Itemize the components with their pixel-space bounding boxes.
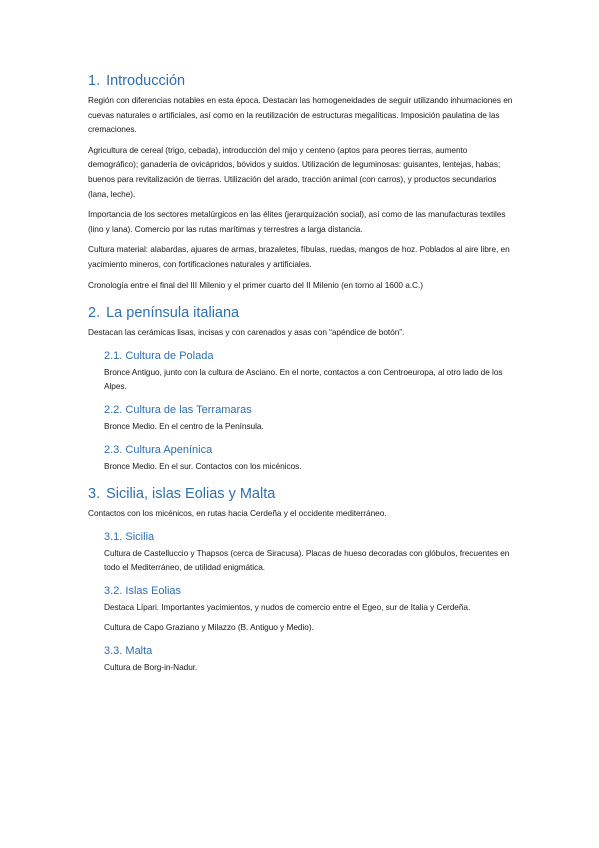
paragraph: Importancia de los sectores metalúrgicos en las élites (jerarquización social), así como de las manufacturas textiles (lino y lana). Comercio por las rutas marítimas y terrestres a larga distancia. — [88, 209, 506, 234]
subsection-text: Destaca Lípari. Importantes yacimientos, y nudos de comercio entre el Egeo, sur de Italia y Cerdeña. — [104, 601, 471, 612]
subsection-heading: 3.3. Malta — [104, 645, 153, 658]
section-number: 1. — [88, 73, 101, 89]
section-heading-sicilia — [88, 485, 516, 503]
subsection-text: Cultura de Castelluccio y Thapsos (cerca de Siracusa). Placas de hueso decoradas con glóbulos, frecuentes en todo el Mediterráneo, de utilidad enigmática. — [104, 547, 510, 573]
subsection-heading: 2.2. Cultura de las Terramaras — [104, 403, 252, 416]
section-intro: Contactos con los micénicos, en rutas hacia Cerdeña y el occidente mediterráneo. — [88, 508, 387, 519]
section-intro: Destacan las cerámicas lisas, incisas y con carenados y asas con “apéndice de botón”. — [88, 327, 405, 338]
section-title: La península italiana — [106, 305, 240, 322]
subsection-heading: 3.2. Islas Eolias — [104, 584, 182, 597]
section-number: 3. — [88, 486, 101, 503]
section-number: 2. — [88, 305, 101, 322]
subsection-heading: 2.3. Cultura Apenínica — [104, 443, 213, 456]
subsection-text: Bronce Medio. En el sur. Contactos con los micénicos. — [104, 460, 302, 471]
paragraph: Cronología entre el final del III Milenio y el primer cuarto del II Milenio (en torno al 1600 a.C.) — [88, 279, 423, 290]
paragraph: Región con diferencias notables en esta época. Destacan las homogeneidades de seguir utilizando inhumaciones en cuevas naturales o artificiales, así como en la reutilización de estructuras megalíticas. Imposición paulatina de las cremaciones. — [88, 95, 513, 135]
section-heading-introduccion — [88, 72, 516, 90]
section-heading-peninsula-italiana — [88, 304, 516, 322]
subsection-text: Bronce Antiguo, junto con la cultura de Asciano. En el norte, contactos a con Centroeuropa, al otro lado de los Alpes. — [104, 366, 503, 392]
paragraph: Cultura material: alabardas, ajuares de armas, brazaletes, fíbulas, ruedas, mangos de hoz. Poblados al aire libre, en yacimiento mineros, con fortificaciones naturales y artificiales. — [88, 244, 510, 269]
paragraph: Agricultura de cereal (trigo, cebada), introducción del mijo y centeno (aptos para peores tierras, aumento demográfico); ganadería de ovicápridos, bóvidos y suidos. Utilización de leguminosas: guisantes, lentejas, habas; buenos para revitalización de tierras. Utilización del arado, tracción animal (con carros), y productos secundarios (lana, leche). — [88, 144, 501, 199]
subsection-text: Cultura de Borg-in-Nadur. — [104, 662, 198, 673]
subsection-heading: 3.1. Sicilia — [104, 530, 155, 543]
document-body — [88, 72, 516, 675]
subsection-text: Bronce Medio. En el centro de la Península. — [104, 420, 264, 431]
section-title: Sicilia, islas Eolias y Malta — [106, 486, 276, 503]
section-title: Introducción — [106, 73, 186, 89]
subsection-heading: 2.1. Cultura de Polada — [104, 349, 214, 362]
subsection-text: Cultura de Capo Graziano y Milazzo (B. Antiguo y Medio). — [104, 622, 314, 633]
